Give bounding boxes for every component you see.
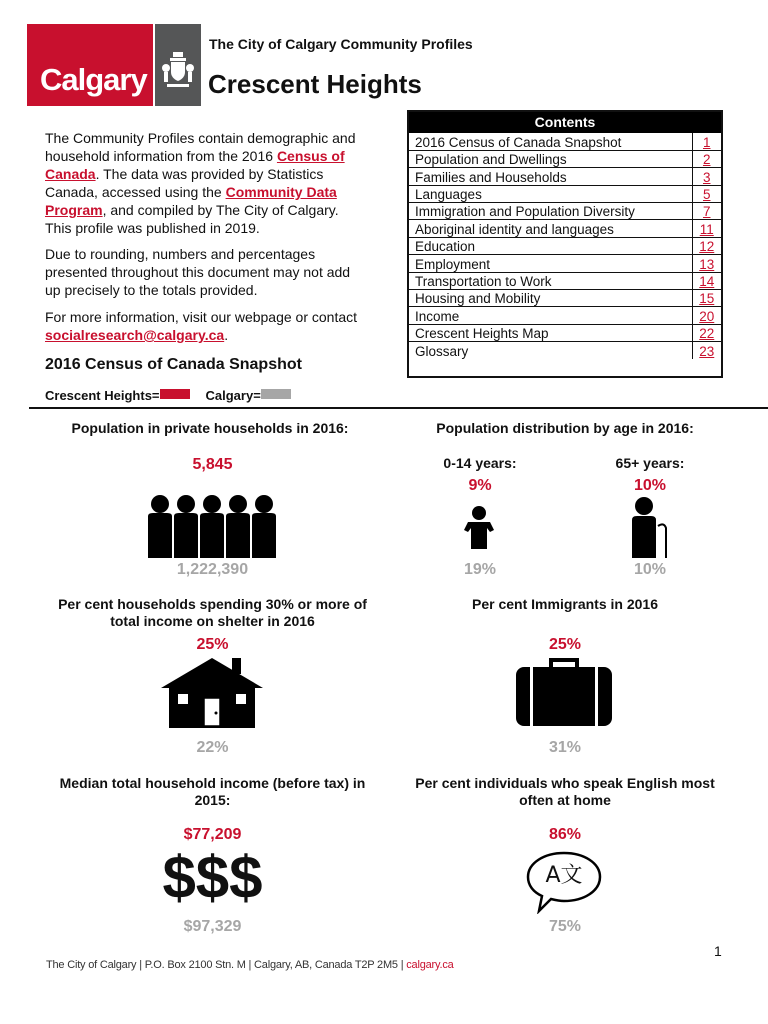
shelter-label-line: total income on shelter in 2016 [110, 613, 315, 629]
contents-row[interactable] [409, 150, 721, 167]
intro-paragraph [45, 129, 360, 237]
contents-page-link[interactable]: 23 [699, 344, 715, 360]
contents-page-cell [692, 150, 721, 167]
contents-row[interactable] [409, 342, 721, 359]
contents-page-link[interactable]: 13 [699, 256, 715, 272]
contents-page-link[interactable]: 5 [702, 187, 711, 203]
snapshot-title: 2016 Census of Canada Snapshot [45, 356, 302, 373]
contents-item-label: Glossary [415, 344, 469, 360]
population-community-value: 5,845 [192, 456, 233, 473]
contents-page-link[interactable]: 20 [699, 308, 715, 324]
contents-item-label: Crescent Heights Map [409, 324, 692, 341]
contents-item-label: Income [409, 307, 692, 324]
contents-page-cell [692, 133, 721, 150]
contents-page-cell [692, 272, 721, 289]
contents-item-label: Languages [409, 185, 692, 202]
logo-text: Calgary [40, 62, 147, 97]
contents-page-cell [692, 185, 721, 202]
community-data-program-link[interactable]: Community Data Program [45, 184, 337, 218]
shelter-city-value: 22% [196, 739, 229, 756]
contents-page-cell [692, 290, 721, 307]
contents-page-link[interactable]: 2 [702, 152, 711, 168]
contents-row[interactable] [409, 290, 721, 307]
english-community-value: 86% [548, 826, 582, 843]
contents-page-cell [692, 324, 721, 341]
contents-page-link[interactable]: 1 [702, 134, 711, 150]
contents-item-label: Education [409, 237, 692, 254]
income-label-line: Median total household income (before tax) in [59, 775, 366, 791]
english-city-value: 75% [548, 918, 582, 935]
income-city-value: $97,329 [183, 918, 242, 935]
coat-of-arms-icon [155, 24, 201, 106]
shelter-label-line: Per cent households spending 30% or more of [58, 596, 367, 612]
contents-page-link[interactable]: 12 [699, 239, 715, 255]
age-senior-community-value: 10% [633, 477, 667, 494]
people-icon [146, 494, 278, 558]
legend-community-label: Crescent Heights= [45, 388, 160, 403]
contents-page-link[interactable]: 7 [702, 204, 711, 220]
rounding-note: Due to rounding, numbers and percentages presented throughout this document may not add up precisely to the totals provided. [45, 246, 351, 298]
contents-row[interactable] [409, 168, 721, 185]
english-label [405, 775, 725, 809]
age-young-label: 0-14 years: [443, 455, 517, 471]
age-young-city-value: 19% [463, 561, 497, 578]
contents-table [407, 110, 723, 378]
intro-text: , and compiled by The City of Calgary. This profile was published in 2019. [45, 202, 339, 236]
contents-page-link[interactable]: 22 [699, 326, 715, 342]
legend-city-swatch [261, 389, 291, 399]
contents-item-label: Immigration and Population Diversity [409, 203, 692, 220]
contents-page-link[interactable]: 14 [699, 274, 715, 290]
contents-row[interactable] [409, 237, 721, 254]
contents-item-label: 2016 Census of Canada Snapshot [409, 133, 692, 150]
contents-row[interactable] [409, 307, 721, 324]
age-senior-label: 65+ years: [615, 455, 685, 471]
house-icon [160, 656, 264, 728]
shelter-label [30, 596, 395, 630]
contents-page-cell [692, 342, 721, 359]
page-title: Crescent Heights [208, 69, 422, 99]
email-link[interactable]: socialresearch@calgary.ca [45, 327, 225, 343]
legend [45, 388, 307, 403]
suitcase-icon [515, 657, 613, 727]
contents-row[interactable] [409, 255, 721, 272]
dollar-signs-icon: $$$ [162, 844, 263, 911]
immigrants-label: Per cent Immigrants in 2016 [472, 596, 658, 612]
contents-row[interactable] [409, 203, 721, 220]
income-label [30, 775, 395, 809]
contents-page-link[interactable]: 11 [699, 221, 714, 237]
legend-city-label: Calgary= [205, 388, 261, 403]
age-young-community-value: 9% [468, 477, 492, 494]
income-label-line: 2015: [194, 792, 231, 808]
contents-page-cell [692, 237, 721, 254]
age-senior-city-value: 10% [633, 561, 667, 578]
age-label: Population distribution by age in 2016: [436, 420, 694, 436]
contact-text: For more information, visit our webpage or contact [45, 309, 358, 325]
shelter-community-value: 25% [196, 636, 229, 653]
divider [29, 407, 768, 409]
contents-page-link[interactable]: 3 [702, 169, 711, 185]
immigrants-community-value: 25% [548, 636, 582, 653]
contents-row[interactable] [409, 185, 721, 202]
population-city-value: 1,222,390 [176, 561, 249, 578]
contents-row[interactable] [409, 272, 721, 289]
legend-community-swatch [160, 389, 190, 399]
contents-row[interactable] [409, 133, 721, 150]
contents-row[interactable] [409, 324, 721, 341]
calgary-logo [27, 24, 153, 106]
contents-item-label: Employment [409, 255, 692, 272]
contents-page-cell [692, 255, 721, 272]
contents-item-label: Aboriginal identity and languages [409, 220, 692, 237]
contact-text: . [224, 327, 229, 343]
contents-page-link[interactable]: 15 [699, 291, 715, 307]
contents-item-label: Housing and Mobility [409, 290, 692, 307]
header-subtitle: The City of Calgary Community Profiles [209, 36, 473, 52]
contact-paragraph [45, 308, 360, 344]
footer [46, 959, 454, 971]
contents-row[interactable] [409, 220, 721, 237]
senior-icon [628, 496, 670, 558]
contents-item-label: Families and Households [409, 168, 692, 185]
english-label-line: Per cent individuals who speak English most [415, 775, 715, 791]
contents-heading: Contents [409, 112, 721, 133]
child-icon [463, 505, 495, 549]
contents-page-cell [692, 220, 721, 237]
contents-page-cell [692, 203, 721, 220]
income-community-value: $77,209 [183, 826, 242, 843]
census-link[interactable]: Census of Canada [45, 148, 345, 182]
language-glyphs: A文 [545, 863, 583, 888]
contents-item-label: Transportation to Work [409, 272, 692, 289]
intro-text: . The data was provided by Statistics Canada, accessed using the [45, 166, 324, 200]
english-label-line: often at home [519, 792, 611, 808]
immigrants-city-value: 31% [548, 739, 582, 756]
contents-page-cell [692, 168, 721, 185]
calgary-website-link[interactable]: calgary.ca [406, 959, 454, 971]
population-label: Population in private households in 2016: [71, 420, 349, 436]
contents-page-cell [692, 307, 721, 324]
intro-text: The Community Profiles contain demographic and household information from the 2016 [45, 130, 356, 164]
contents-item-label: Population and Dwellings [409, 150, 692, 167]
footer-text: The City of Calgary | P.O. Box 2100 Stn. M | Calgary, AB, Canada T2P 2M5 | [46, 959, 407, 971]
page-number: 1 [714, 943, 722, 959]
